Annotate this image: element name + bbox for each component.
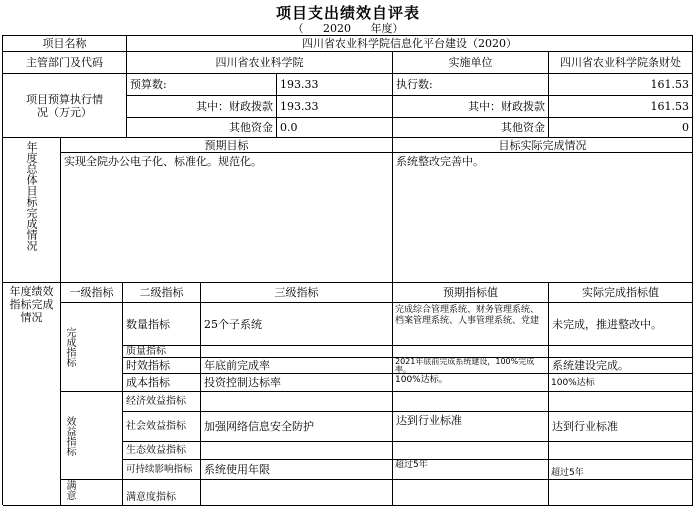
expected-value-cell: 达到行业标准 <box>393 412 549 442</box>
level3-cell: 年底前完成率 <box>201 358 393 374</box>
exec-value: 161.53 <box>549 74 693 96</box>
expected-value-cell: 100%达标。 <box>393 374 549 392</box>
dept-value: 四川省农业科学院 <box>127 52 393 74</box>
fiscal-exec-label: 其中：财政拨款 <box>393 96 549 118</box>
level3-cell <box>201 392 393 412</box>
budget-label: 预算数: <box>127 74 277 96</box>
expected-value-cell <box>393 480 549 506</box>
goals-section-label: 年度总体目标完成情况 <box>3 138 61 283</box>
exec-label: 执行数: <box>393 74 549 96</box>
level3-cell: 系统使用年限 <box>201 460 393 480</box>
level3-cell <box>201 480 393 506</box>
expected-value-cell <box>393 346 549 358</box>
expected-value-cell: 超过5年 <box>393 460 549 480</box>
other-label: 其他资金 <box>127 118 277 138</box>
paren-open: （ <box>292 22 304 35</box>
actual-value-cell: 未完成，推进整改中。 <box>549 303 693 346</box>
year-line <box>0 20 696 36</box>
evaluation-table <box>2 35 693 505</box>
level2-cell: 经济效益指标 <box>123 392 201 412</box>
group-completion-indicators: 完成指标 <box>61 303 123 392</box>
actual-value-cell <box>549 346 693 358</box>
project-name-value: 四川省农业科学院信息化平台建设（2020） <box>127 36 693 52</box>
level2-cell: 满意度指标 <box>123 480 201 506</box>
fiscal-label: 其中：财政拨款 <box>127 96 277 118</box>
level2-cell: 质量指标 <box>123 346 201 358</box>
fiscal-budget-value: 193.33 <box>277 96 393 118</box>
level2-cell: 数量指标 <box>123 303 201 346</box>
col-level3-header: 三级指标 <box>201 283 393 303</box>
expected-value-cell: 2021年底前完成系统建设，100%完成率。 <box>393 358 549 374</box>
fiscal-exec-value: 161.53 <box>549 96 693 118</box>
actual-value-cell: 超过5年 <box>549 460 693 480</box>
level2-cell: 社会效益指标 <box>123 412 201 442</box>
page-title: 项目支出绩效自评表 <box>275 4 420 22</box>
report-year: 2020 <box>323 22 351 35</box>
group-benefit-indicators: 效益指标 <box>61 392 123 480</box>
year-suffix: 年度） <box>370 22 404 35</box>
expected-value-cell <box>393 392 549 412</box>
other-exec-value: 0 <box>549 118 693 138</box>
level3-cell <box>201 346 393 358</box>
dept-label: 主管部门及代码 <box>3 52 127 74</box>
project-name-label: 项目名称 <box>3 36 127 52</box>
level2-cell: 成本指标 <box>123 374 201 392</box>
actual-value-cell <box>549 480 693 506</box>
col-actual-header: 实际完成指标值 <box>549 283 693 303</box>
actual-value-cell <box>549 442 693 460</box>
level3-cell: 投资控制达标率 <box>201 374 393 392</box>
actual-goal-header: 目标实际完成情况 <box>393 138 693 153</box>
expected-value-cell: 完成综合管理系统、财务管理系统、档案管理系统、人事管理系统、党建 <box>393 303 549 346</box>
level3-cell: 加强网络信息安全防护 <box>201 412 393 442</box>
actual-value-cell: 系统建设完成。 <box>549 358 693 374</box>
col-level2-header: 二级指标 <box>123 283 201 303</box>
expected-goal-text: 实现全院办公电子化、标准化。规范化。 <box>61 153 393 283</box>
col-expected-header: 预期指标值 <box>393 283 549 303</box>
actual-value-cell: 100%达标 <box>549 374 693 392</box>
indicators-section-label: 年度绩效指标完成情况 <box>3 283 61 506</box>
level2-cell: 时效指标 <box>123 358 201 374</box>
impl-label: 实施单位 <box>393 52 549 74</box>
other-budget-value: 0.0 <box>277 118 393 138</box>
budget-section-label: 项目预算执行情况（万元） <box>3 74 127 138</box>
actual-value-cell: 达到行业标准 <box>549 412 693 442</box>
col-level1-header: 一级指标 <box>61 283 123 303</box>
level2-cell: 可持续影响指标 <box>123 460 201 480</box>
group-satisfaction-indicators: 满意 <box>61 480 123 506</box>
level3-cell <box>201 442 393 460</box>
level3-cell: 25个子系统 <box>201 303 393 346</box>
actual-goal-text: 系统整改完善中。 <box>393 153 693 283</box>
budget-value: 193.33 <box>277 74 393 96</box>
actual-value-cell <box>549 392 693 412</box>
level2-cell: 生态效益指标 <box>123 442 201 460</box>
impl-value: 四川省农业科学院条财处 <box>549 52 693 74</box>
expected-goal-header: 预期目标 <box>61 138 393 153</box>
expected-value-cell <box>393 442 549 460</box>
other-exec-label: 其他资金 <box>393 118 549 138</box>
